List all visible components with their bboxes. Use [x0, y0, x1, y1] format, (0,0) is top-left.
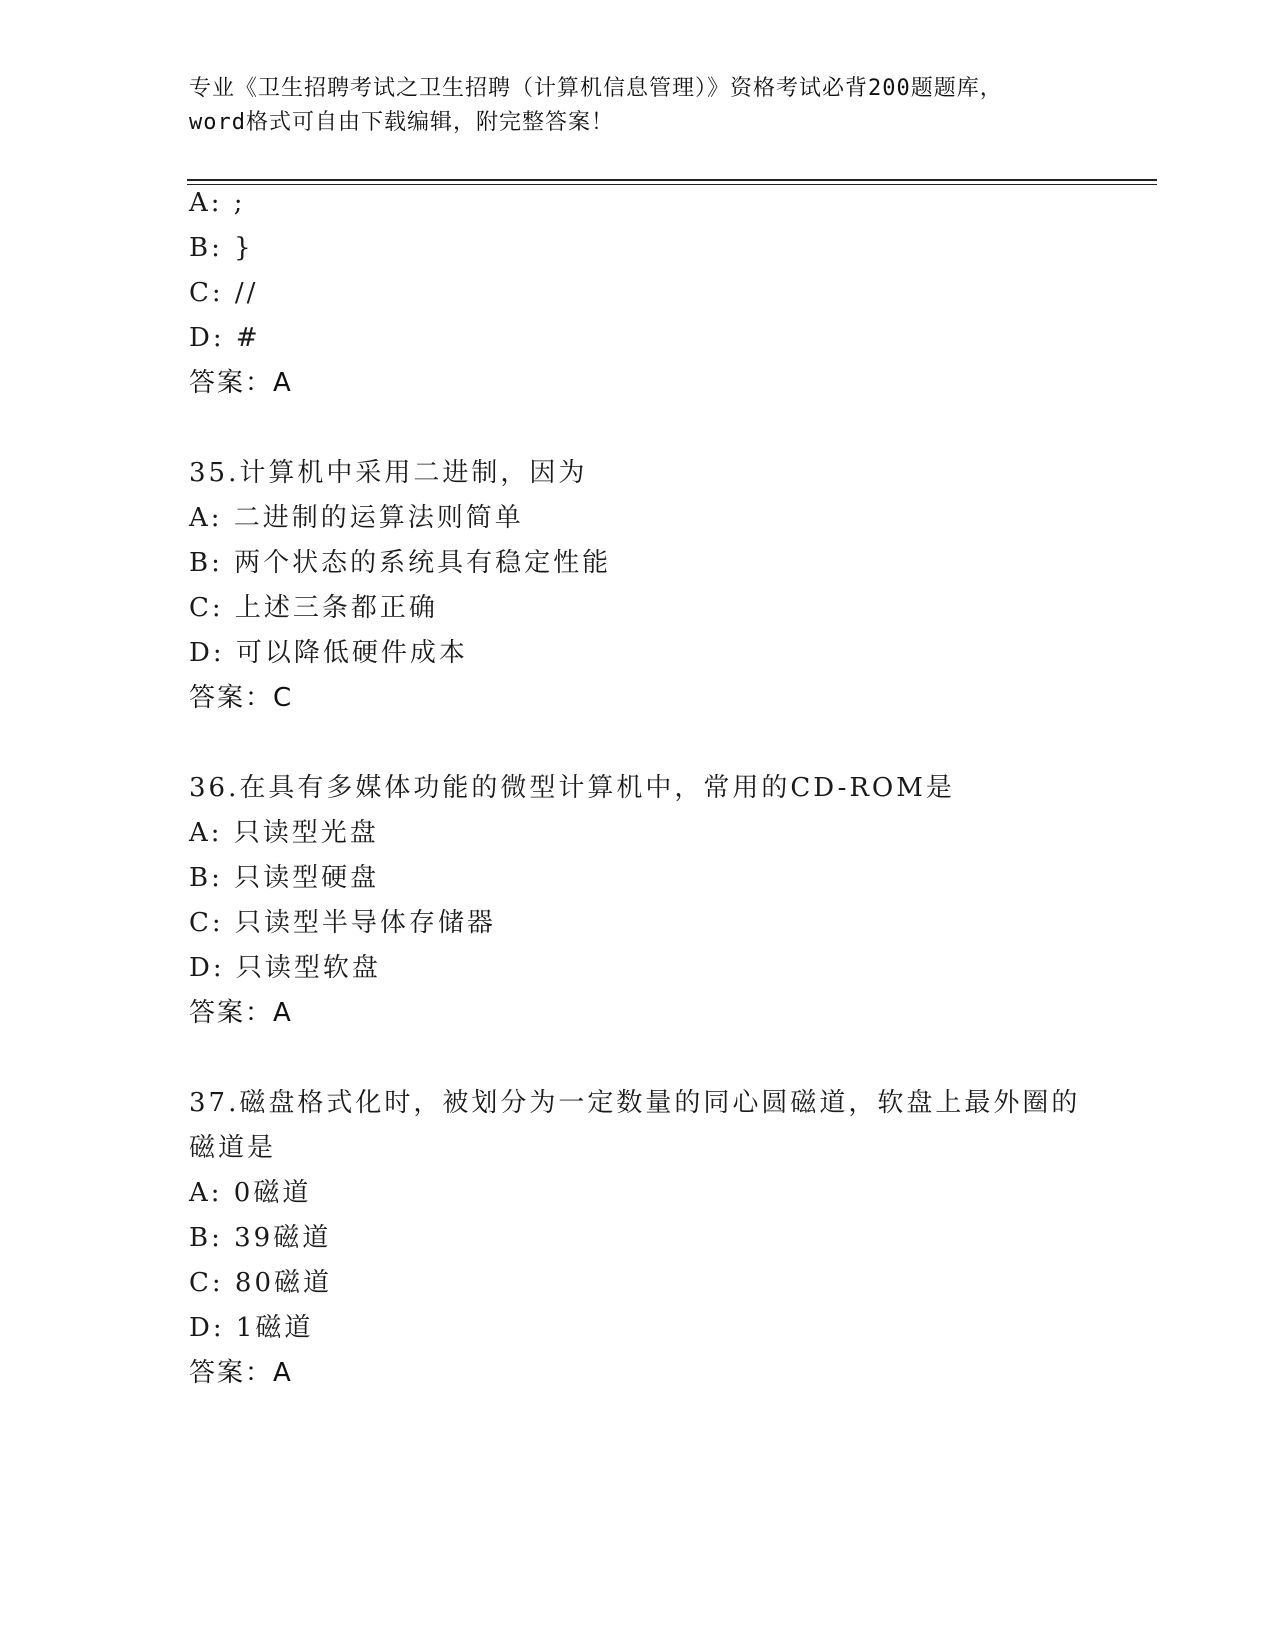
header-title-line-1: 专业《卫生招聘考试之卫生招聘（计算机信息管理）》资格考试必背200题题库，	[189, 76, 1003, 101]
header-divider-thin	[187, 184, 1157, 185]
q35-option-b: B: 两个状态的系统具有稳定性能	[189, 548, 612, 578]
q37-option-b: B: 39磁道	[189, 1223, 332, 1253]
header-title-line-2: word格式可自由下载编辑，附完整答案！	[189, 110, 614, 135]
q34-option-c: C: //	[189, 278, 259, 308]
q37-answer: 答案：A	[189, 1358, 293, 1388]
q37-question-line-1: 37.磁盘格式化时，被划分为一定数量的同心圆磁道，软盘上最外圈的	[189, 1088, 1081, 1118]
q37-option-c: C: 80磁道	[189, 1268, 333, 1298]
header-divider-thick	[187, 179, 1157, 181]
q34-answer: 答案：A	[189, 368, 293, 398]
q37-question-line-2: 磁道是	[189, 1133, 277, 1163]
q34-option-b: B: }	[189, 233, 254, 263]
q34-option-a: A: ;	[189, 188, 246, 218]
q36-option-b: B: 只读型硬盘	[189, 863, 380, 893]
document-header	[189, 72, 1089, 140]
q35-answer: 答案：C	[189, 683, 294, 713]
q35-option-d: D: 可以降低硬件成本	[189, 638, 468, 668]
q34-option-d: D: #	[189, 323, 261, 353]
q36-option-c: C: 只读型半导体存储器	[189, 908, 496, 938]
q36-option-d: D: 只读型软盘	[189, 953, 381, 983]
q37-option-d: D: 1磁道	[189, 1313, 314, 1343]
q36-question: 36.在具有多媒体功能的微型计算机中，常用的CD-ROM是	[189, 773, 955, 803]
q35-option-c: C: 上述三条都正确	[189, 593, 438, 623]
q35-option-a: A: 二进制的运算法则简单	[189, 503, 524, 533]
q35-question: 35.计算机中采用二进制，因为	[189, 458, 588, 488]
q36-option-a: A: 只读型光盘	[189, 818, 379, 848]
q36-answer: 答案：A	[189, 998, 293, 1028]
q37-option-a: A: 0磁道	[189, 1178, 312, 1208]
